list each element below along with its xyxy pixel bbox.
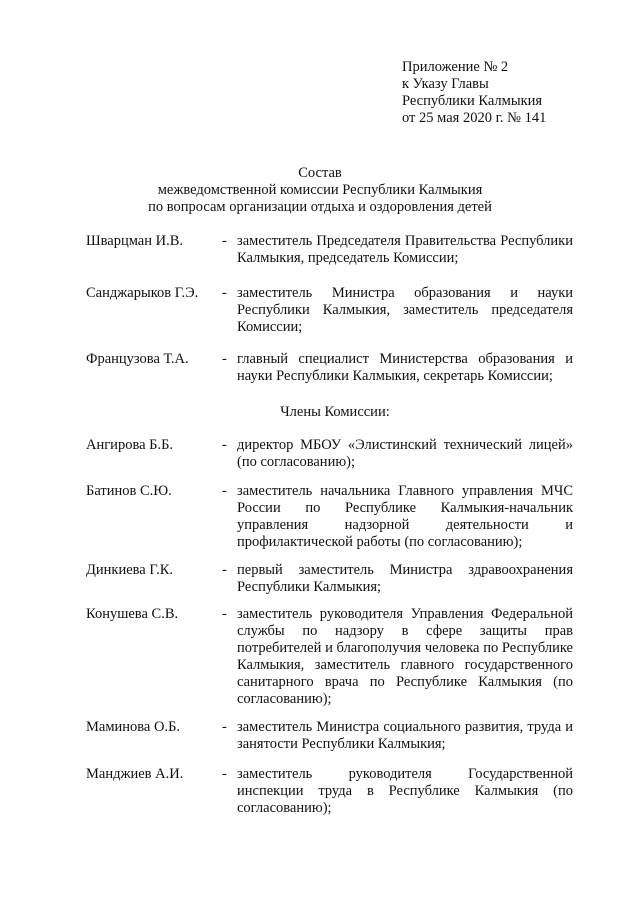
- annex-number: Приложение № 2: [402, 59, 509, 75]
- annex-republic: Республики Калмыкия: [402, 93, 543, 109]
- document-title: [0, 165, 640, 216]
- person-name: Манджиев А.И.: [86, 766, 184, 782]
- annex-date: от 25 мая 2020 г. № 141: [402, 110, 547, 126]
- entry-dash: -: [222, 351, 227, 367]
- person-position: заместитель начальника Главного управления МЧС России по Республике Калмыкия-начальник управления надзорной деятельности и профилактической работы (по согласованию);: [237, 483, 573, 550]
- title-line-1: Состав: [298, 165, 342, 181]
- title-line-2: межведомственной комиссии Республики Калмыкия: [157, 182, 483, 198]
- person-position: заместитель Министра образования и науки Республики Калмыкия, заместитель председателя Комиссии;: [237, 285, 573, 335]
- entry-dash: -: [222, 233, 227, 249]
- entry-dash: -: [222, 562, 227, 578]
- person-name: Конушева С.В.: [86, 606, 179, 622]
- person-position: директор МБОУ «Элистинский технический лицей» (по согласованию);: [237, 437, 573, 470]
- person-name: Санджарыков Г.Э.: [86, 285, 199, 301]
- person-name: Ангирова Б.Б.: [86, 437, 174, 453]
- entry-dash: -: [222, 766, 227, 782]
- entry-dash: -: [222, 483, 227, 499]
- person-position: заместитель Председателя Правительства Республики Калмыкия, председатель Комиссии;: [237, 233, 573, 266]
- title-line-3: по вопросам организации отдыха и оздоровления детей: [148, 199, 492, 215]
- entry-dash: -: [222, 285, 227, 301]
- person-name: Маминова О.Б.: [86, 719, 181, 735]
- person-position: первый заместитель Министра здравоохранения Республики Калмыкия;: [237, 562, 573, 595]
- person-name: Шварцман И.В.: [86, 233, 184, 249]
- members-heading: Члены Комиссии:: [280, 404, 390, 420]
- person-name: Французова Т.А.: [86, 351, 189, 367]
- person-position: заместитель Министра социального развития, труда и занятости Республики Калмыкия;: [237, 719, 573, 752]
- person-name: Динкиева Г.К.: [86, 562, 174, 578]
- annex-block: [402, 59, 622, 127]
- entry-dash: -: [222, 437, 227, 453]
- entry-dash: -: [222, 606, 227, 622]
- annex-decree-ref: к Указу Главы: [402, 76, 489, 92]
- person-position: заместитель руководителя Государственной инспекции труда в Республике Калмыкия (по согласованию);: [237, 766, 573, 816]
- person-name: Батинов С.Ю.: [86, 483, 172, 499]
- entry-dash: -: [222, 719, 227, 735]
- person-position: заместитель руководителя Управления Федеральной службы по надзору в сфере защиты прав потребителей и благополучия человека по Республике Калмыкия, заместитель главного государственного санитарного врача по Республике Калмыкия (по согласованию);: [237, 606, 573, 707]
- person-position: главный специалист Министерства образования и науки Республики Калмыкия, секретарь Комиссии;: [237, 351, 573, 384]
